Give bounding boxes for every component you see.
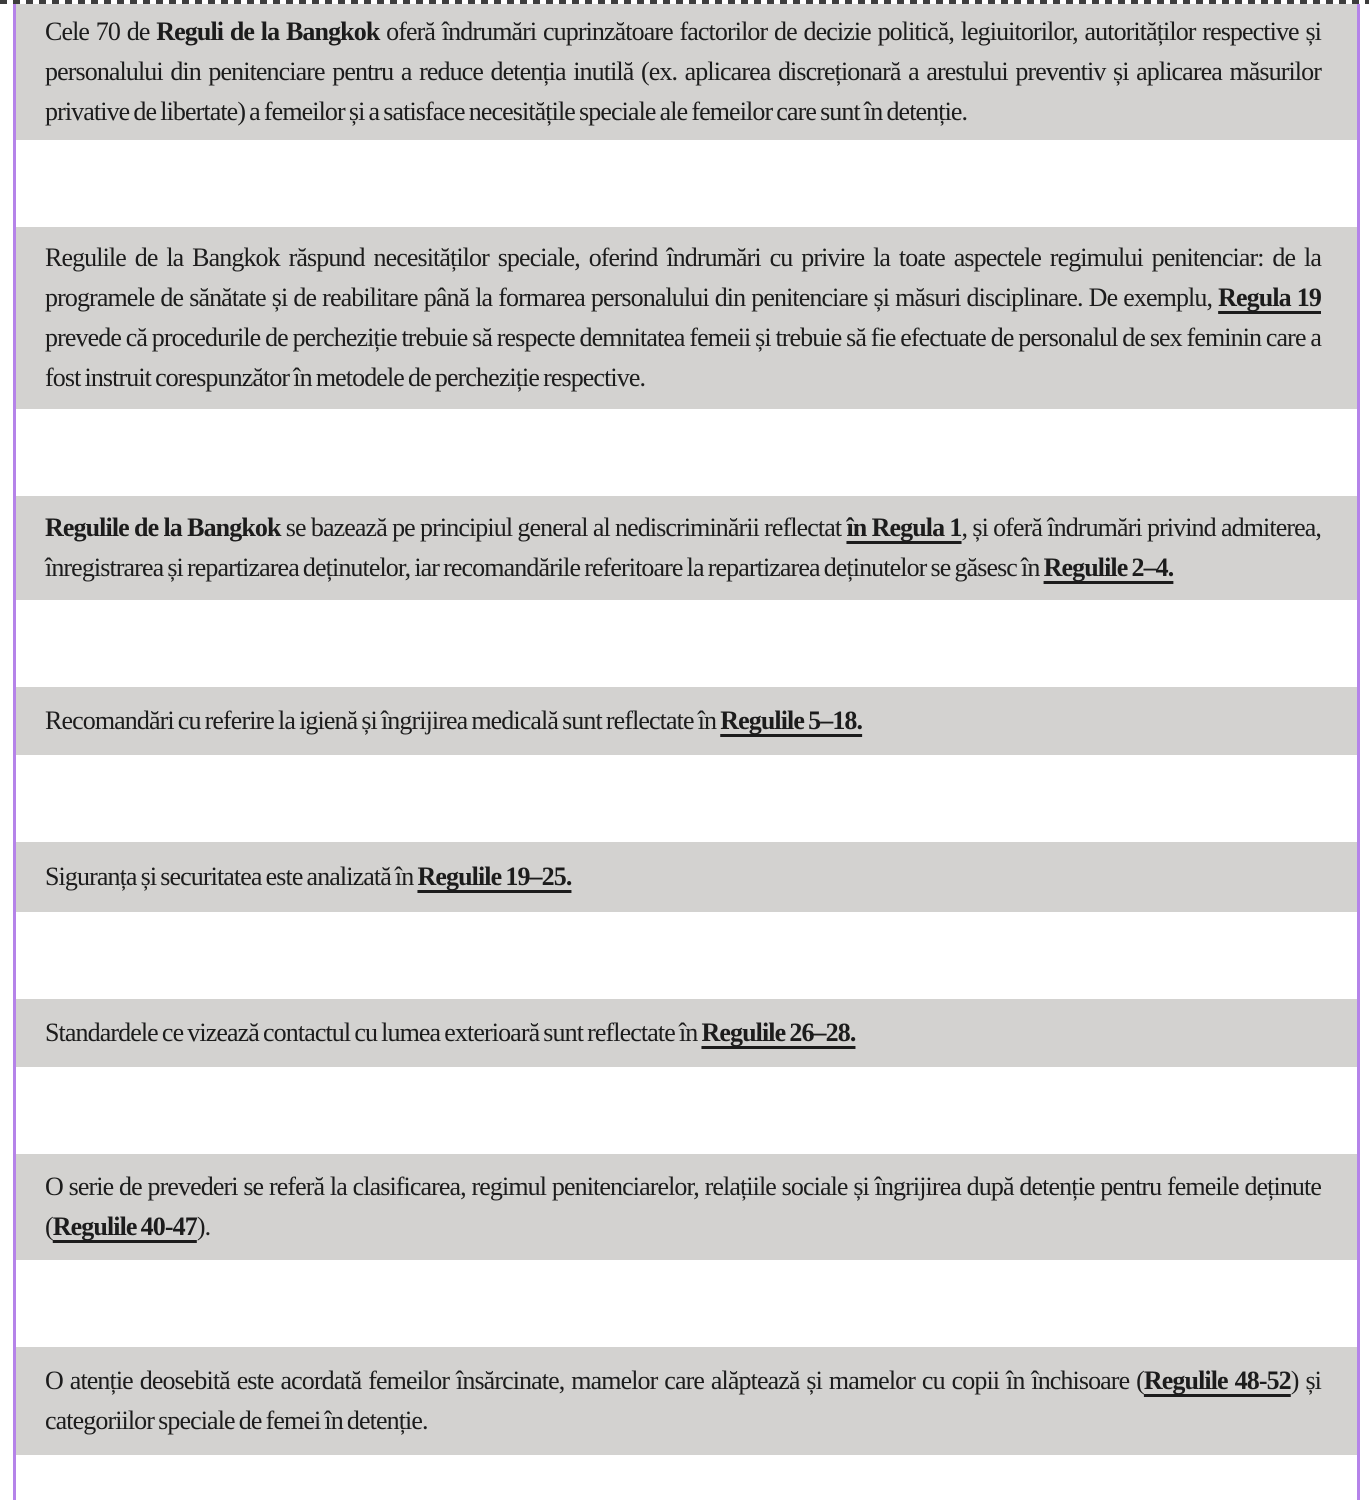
bold-text: Reguli de la Bangkok <box>156 17 380 46</box>
paragraph-list <box>16 4 1357 1455</box>
text-run: Standardele ce vizează contactul cu lumea exterioară sunt reflectate în <box>45 1018 702 1047</box>
text-run: Recomandări cu referire la igienă și îngrijirea medicală sunt reflectate în <box>45 706 721 735</box>
text-run: se bazează pe principiul general al nediscriminării reflectat <box>280 513 847 542</box>
text-run: Regulile de la Bangkok răspund necesităților speciale, oferind îndrumări cu privire la toate aspectele regimului penitenciar: de la programele de sănătate și de reabilitare până la formarea personalului din penitenciare și măsuri disciplinare. De exemplu, <box>45 243 1321 312</box>
content-frame <box>13 4 1360 1500</box>
text-run: O atenție deosebită este acordată femeilor însărcinate, mamelor care alăptează și mamelor cu copii în închisoare ( <box>45 1366 1144 1395</box>
rule-reference-link[interactable]: Regulile 2–4. <box>1043 553 1174 582</box>
paragraph <box>16 999 1357 1067</box>
text-run: prevede că procedurile de percheziție trebuie să respecte demnitatea femeii și trebuie să fie efectuate de personalul de sex feminin care a fost instruit corespunzător în metodele de percheziție respective. <box>45 323 1321 392</box>
text-run: Cele 70 de <box>45 17 157 46</box>
text-run: ). <box>196 1212 211 1241</box>
paragraph <box>16 1347 1357 1455</box>
text-run: , și oferă îndrumări privind admiterea, înregistrarea și repartizarea deținutelor, iar recomandările referitoare la repartizarea deținutelor se găsesc în <box>45 513 1321 582</box>
rule-reference-link[interactable]: Regulile 26–28. <box>701 1018 856 1047</box>
paragraph <box>16 842 1357 912</box>
paragraph <box>16 496 1357 600</box>
paragraph <box>16 1154 1357 1260</box>
rule-reference-link[interactable]: Regulile 48-52 <box>1143 1366 1291 1395</box>
rule-reference-link[interactable]: Regulile 5–18. <box>720 706 863 735</box>
bold-text: Regulile de la Bangkok <box>45 513 281 542</box>
rule-reference-link[interactable]: în Regula 1 <box>846 513 962 542</box>
paragraph <box>16 227 1357 409</box>
paragraph <box>16 687 1357 755</box>
rule-reference-link[interactable]: Regula 19 <box>1218 283 1321 312</box>
paragraph <box>16 4 1357 140</box>
text-run: O serie de prevederi se referă la clasificarea, regimul penitenciarelor, relațiile sociale și îngrijirea după detenție pentru femeile deținute ( <box>45 1172 1321 1241</box>
text-run: ) și categoriilor speciale de femei în detenție. <box>45 1366 1322 1435</box>
text-run: oferă îndrumări cuprinzătoare factorilor de decizie politică, legiuitorilor, autorităților respective și personalului din penitenciare pentru a reduce detenția inutilă (ex. aplicarea discreționară a arestului preventiv și aplicarea măsurilor privative de libertate) a femeilor și a satisface necesitățile speciale ale femeilor care sunt în detenție. <box>45 17 1321 126</box>
text-run: Siguranța și securitatea este analizată în <box>45 862 418 891</box>
rule-reference-link[interactable]: Regulile 40-47 <box>52 1212 197 1241</box>
rule-reference-link[interactable]: Regulile 19–25. <box>417 862 572 891</box>
